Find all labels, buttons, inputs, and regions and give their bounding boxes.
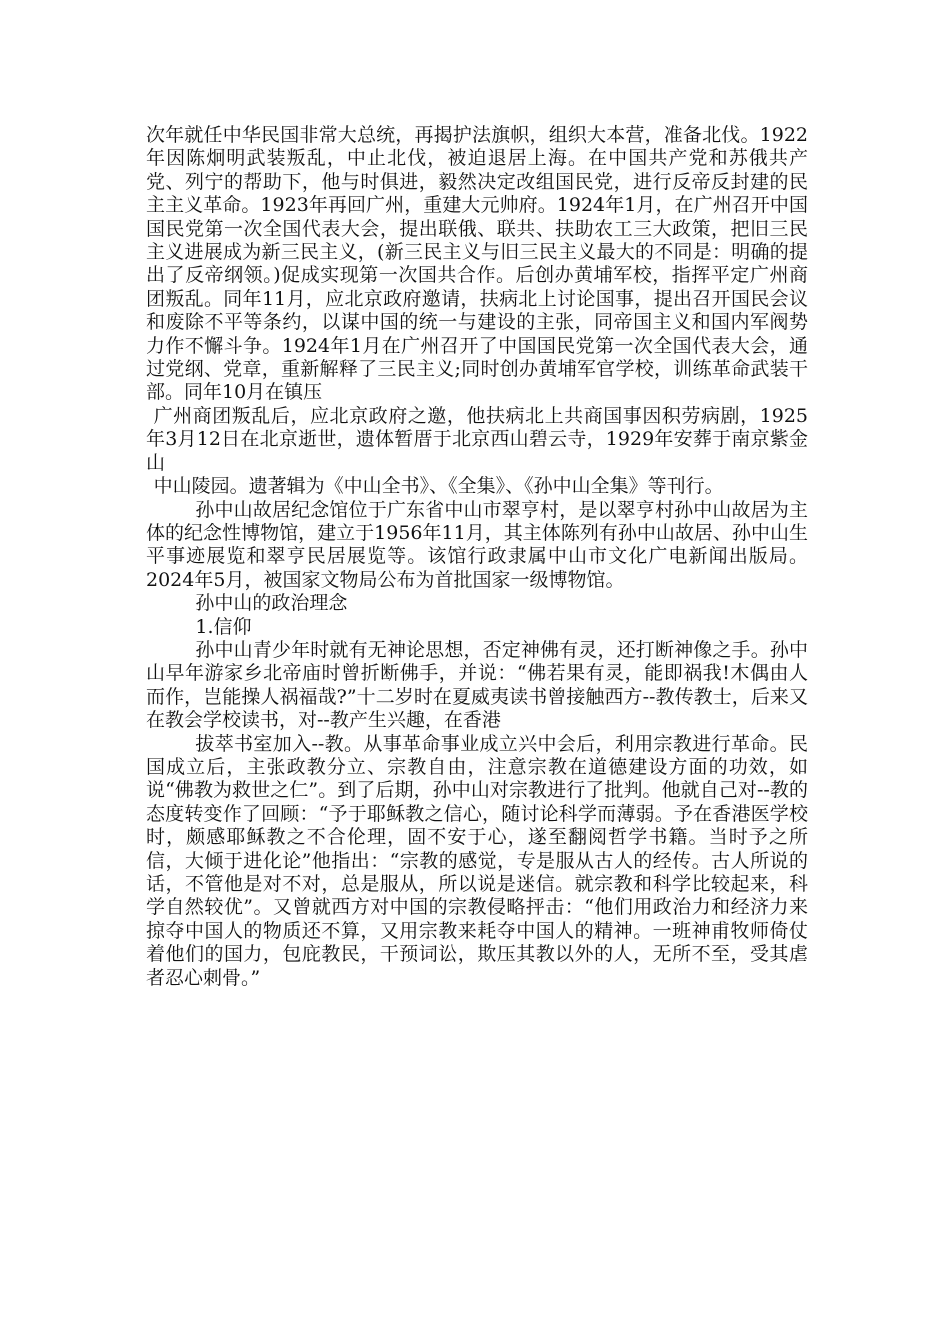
paragraph-death: 广州商团叛乱后，应北京政府之邀，他扶病北上共商国事因积劳病剧，1925年3月12日在北京逝世，遗体暂厝于北京西山碧云寺，1929年安葬于南京紫金山: [146, 404, 808, 474]
paragraph-religion: 拔萃书室加入--教。从事革命事业成立兴中会后，利用宗教进行革命。民国成立后，主张政教分立、宗教自由，注意宗教在道德建设方面的功效，如说“佛教为救世之仁”。到了后期，孙中山对宗教进行了批判。他就自己对--教的态度转变作了回顾：“予于耶稣教之信心，随讨论科学而薄弱。予在香港医学校时，颇感耶稣教之不合伦理，固不安于心，遂至翻阅哲学书籍。当时予之所信，大倾于进化论”他指出：“宗教的感觉，专是服从古人的经传。古人所说的话，不管他是对不对，总是服从，所以说是迷信。就宗教和科学比较起来，科学自然较优”。又曾就西方对中国的宗教侵略抨击：“他们用政治力和经济力来掠夺中国人的物质还不算，又用宗教来耗夺中国人的精神。一班神甫牧师倚仗着他们的国力，包庇教民，干预词讼，欺压其教以外的人，无所不至，受其虐者忍心刺骨。”: [146, 732, 808, 989]
paragraph-belief: 孙中山青少年时就有无神论思想，否定神佛有灵，还打断神像之手。孙中山早年游家乡北帝庙时曾折断佛手，并说：“佛若果有灵，能即祸我!木偶由人而作，岂能操人祸福哉?”十二岁时在夏威夷读书曾接触西方--教传教士，后来又在教会学校读书，对--教产生兴趣，在香港: [146, 638, 808, 732]
section-heading: 孙中山的政治理念: [195, 592, 348, 615]
document-body: [146, 124, 808, 990]
paragraph-museum: 孙中山故居纪念馆位于广东省中山市翠亨村，是以翠亨村孙中山故居为主体的纪念性博物馆，建立于1956年11月，其主体陈列有孙中山故居、孙中山生平事迹展览和翠亨民居展览等。该馆行政隶属中山市文化广电新闻出版局。2024年5月，被国家文物局公布为首批国家一级博物馆。: [146, 498, 808, 591]
paragraph-career: 次年就任中华民国非常大总统，再揭护法旗帜，组织大本营，准备北伐。1922年因陈炯明武装叛乱，中止北伐，被迫退居上海。在中国共产党和苏俄共产党、列宁的帮助下，他与时俱进，毅然决定改组国民党，进行反帝反封建的民主主义革命。1923年再回广州，重建大元帅府。1924年1月，在广州召开中国国民党第一次全国代表大会，提出联俄、联共、扶助农工三大政策，把旧三民主义进展成为新三民主义，(新三民主义与旧三民主义最大的不同是：明确的提出了反帝纲领。)促成实现第一次国共合作。后创办黄埔军校，指挥平定广州商团叛乱。同年11月，应北京政府邀请，扶病北上讨论国事，提出召开国民会议和废除不平等条约，以谋中国的统一与建设的主张，同帝国主义和国内军阀势力作不懈斗争。1924年1月在广州召开了中国国民党第一次全国代表大会，通过党纲、党章，重新解释了三民主义;同时创办黄埔军官学校，训练革命武装干部。同年10月在镇压: [146, 124, 808, 404]
subsection-heading: 1.信仰: [195, 615, 252, 638]
paragraph-works: 中山陵园。遗著辑为《中山全书》、《全集》、《孙中山全集》等刊行。: [153, 475, 724, 498]
